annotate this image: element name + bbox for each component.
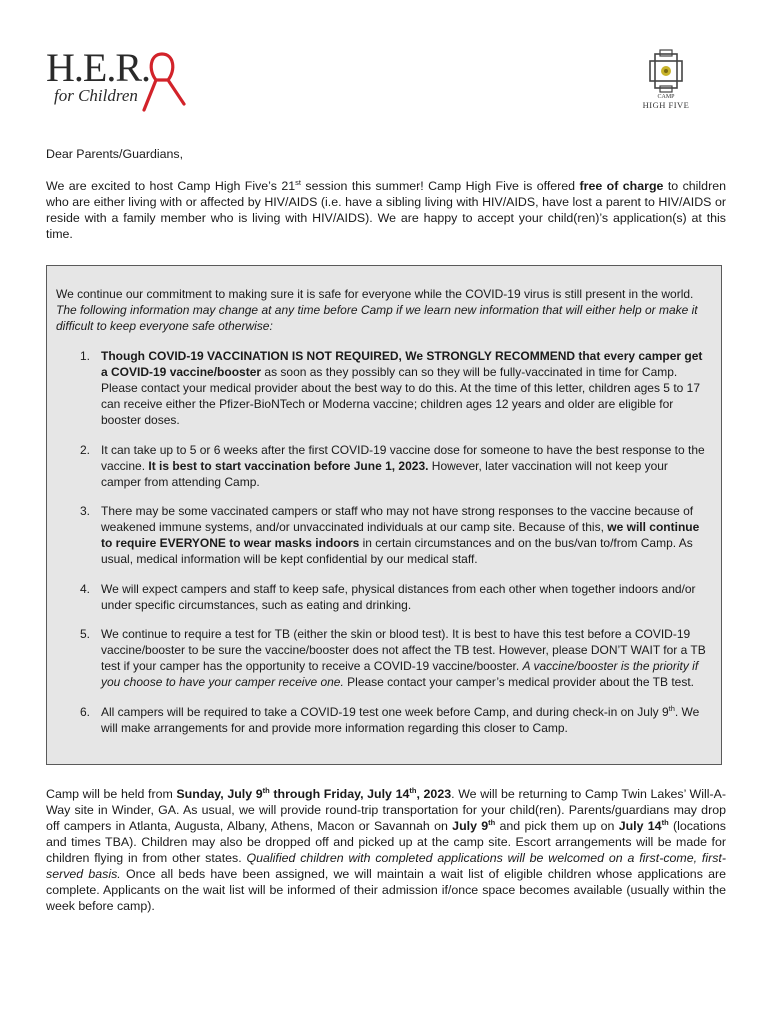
camp-emblem-icon <box>638 48 694 94</box>
camp-details-paragraph: Camp will be held from Sunday, July 9th through Friday, July 14th, 2023. We will be returning to Camp Twin Lakes’ Will-A-Way site in Winder, GA. As usual, we will provide round-trip transportation for your child(ren). Parents/guardians may drop off campers in Atlanta, Augusta, Albany, Athens, Macon or Savannah on July 9th and pick them up on July 14th (locations and times TBA). Children may also be dropped off and picked up at the camp site. Escort arrangements will be made for children flying in from other states. Qualified children with completed applications will be welcomed on a first-come, first-served basis. Once all beds have been assigned, we will maintain a wait list of eligible children whose applications are complete. Applicants on the wait list will be informed of their admission if/once space becomes available (usually within the week before camp). <box>46 785 726 913</box>
camp-logo-small-text: CAMP <box>657 94 675 100</box>
salutation: Dear Parents/Guardians, <box>46 147 184 161</box>
intro-paragraph: We are excited to host Camp High Five’s 21st session this summer! Camp High Five is offered free of charge to children who are either living with or affected by HIV/AIDS (i.e. have a sibling living with HIV/AIDS, have lost a parent to HIV/AIDS or reside with a family member who is living with HIV/AIDS). We are happy to accept your child(ren)’s application(s) at this time. <box>46 177 726 241</box>
list-item: 3. There may be some vaccinated campers or staff who may not have strong responses to the vaccine because of weakened immune systems, and/or unvaccinated individuals at our camp site. Because of this, we will continue to require EVERYONE to wear masks indoors in certain circumstances and on the bus/van to/from Camp. As usual, medical information will be kept confidential by our medical staff. <box>80 504 700 566</box>
hero-logo-subtitle: for Children <box>54 86 138 105</box>
list-item: 6. All campers will be required to take a COVID-19 test one week before Camp, and during check-in on July 9th. We will make arrangements for and provide more information regarding this closer to Camp. <box>80 703 700 735</box>
camp-high-five-logo <box>638 48 694 112</box>
awareness-ribbon-icon <box>140 48 190 114</box>
list-item: 1. Though COVID-19 VACCINATION IS NOT REQUIRED, We STRONGLY RECOMMEND that every camper get a COVID-19 vaccine/booster as soon as they possibly can so they will be fully-vaccinated in time for Camp. Please contact your medical provider about the best way to do this. At the time of this letter, children ages 5 to 17 can receive either the Pfizer-BioNTech or Moderna vaccine; children ages 12 years and older are eligible for booster doses. <box>80 349 703 427</box>
list-item: 5. We continue to require a test for TB (either the skin or blood test). It is best to have this test before a COVID-19 vaccine/booster to be sure the vaccine/booster does not affect the TB test. However, please DON’T WAIT for a TB test if your camper has the opportunity to receive a COVID-19 vaccine/booster. A vaccine/booster is the priority if you choose to have your camper receive one. Please contact your camper’s medical provider about the TB test. <box>80 627 706 689</box>
list-item: 4. We will expect campers and staff to keep safe, physical distances from each other when together indoors and/or under specific circumstances, such as eating and drinking. <box>80 581 696 612</box>
camp-logo-name: HIGH FIVE <box>642 100 690 110</box>
hero-for-children-logo <box>46 46 186 116</box>
list-item: 2. It can take up to 5 or 6 weeks after the first COVID-19 vaccine dose for someone to have the best response to the vaccine. It is best to start vaccination before June 1, 2023. However, later vaccination will not keep your camper from attending Camp. <box>80 442 705 489</box>
covid-policy-box <box>46 265 722 765</box>
covid-policy-list <box>56 348 706 749</box>
covid-box-intro: We continue our commitment to making sure it is safe for everyone while the COVID-19 virus is still present in the world. The following information may change at any time before Camp if we learn new information that will either help or make it difficult to keep everyone safe otherwise: <box>56 287 698 333</box>
hero-logo-wordmark: H.E.R. <box>46 45 150 90</box>
